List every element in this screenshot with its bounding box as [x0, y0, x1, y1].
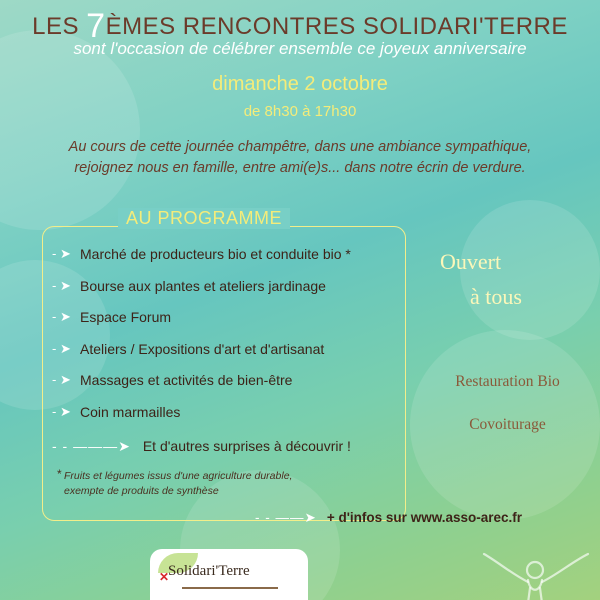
program-item-label: Marché de producteurs bio et conduite bio *	[80, 246, 351, 262]
program-item-label: Espace Forum	[80, 309, 172, 325]
program-extra-label: Et d'autres surprises à découvrir !	[142, 438, 351, 454]
logo-text: Solidari'Terre	[168, 563, 250, 579]
event-date: dimanche 2 octobre	[212, 73, 388, 95]
footnote-line: Fruits et légumes issus d'une agriculture durable,	[64, 470, 293, 482]
open-line: à tous	[470, 284, 522, 309]
footnote-line: exempte de produits de synthèse	[64, 485, 219, 497]
arrow-icon: - ➤	[52, 246, 71, 261]
footnote-star: *	[57, 467, 62, 481]
more-info	[255, 510, 522, 526]
event-hours: de 8h30 à 17h30	[243, 103, 357, 120]
dashed-arrow-icon: - - ——➤	[255, 510, 317, 525]
arrow-icon: - ➤	[52, 403, 71, 419]
open-to-all	[440, 244, 560, 314]
program-item-label: Massages et activités de bien-être	[80, 372, 293, 388]
solidariterre-logo	[150, 549, 308, 600]
arrow-icon: - ➤	[52, 309, 71, 324]
open-line: Ouvert	[440, 249, 502, 274]
program-extra	[52, 438, 351, 455]
footnote	[57, 467, 384, 499]
arrow-icon: - ➤	[52, 340, 71, 356]
intro-line: Au cours de cette journée champêtre, dans une ambiance sympathique,	[68, 139, 532, 155]
page-title	[0, 4, 600, 43]
arrow-icon: - ➤	[52, 277, 71, 293]
bubble-decoration	[0, 30, 140, 230]
intro-text	[30, 137, 570, 179]
title-number: 7	[86, 7, 106, 45]
program-item-label: Bourse aux plantes et ateliers jardinage	[80, 277, 326, 294]
program-title: AU PROGRAMME	[118, 208, 290, 229]
person-silhouette-icon	[470, 548, 600, 600]
logo-underline	[182, 587, 278, 589]
intro-line: rejoignez nous en famille, entre ami(e)s... dans notre écrin de verdure.	[74, 160, 526, 176]
restauration-label: Restauration Bio	[455, 373, 560, 390]
title-suffix: ÈMES RENCONTRES SOLIDARI'TERRE	[105, 13, 568, 40]
title-prefix: LES	[32, 13, 87, 40]
covoiturage-label: Covoiturage	[469, 416, 546, 433]
website-link[interactable]: www.asso-arec.fr	[410, 510, 522, 525]
arrow-icon: - ➤	[52, 372, 71, 387]
more-info-label: + d'infos sur	[326, 510, 407, 525]
dashed-arrow-icon: - - ———➤	[52, 438, 131, 454]
program-item-label: Ateliers / Expositions d'art et d'artisanat	[80, 340, 325, 357]
cross-icon: ✕	[159, 570, 170, 584]
subtitle: sont l'occasion de célébrer ensemble ce joyeux anniversaire	[73, 39, 527, 58]
program-item-label: Coin marmailles	[80, 403, 181, 420]
